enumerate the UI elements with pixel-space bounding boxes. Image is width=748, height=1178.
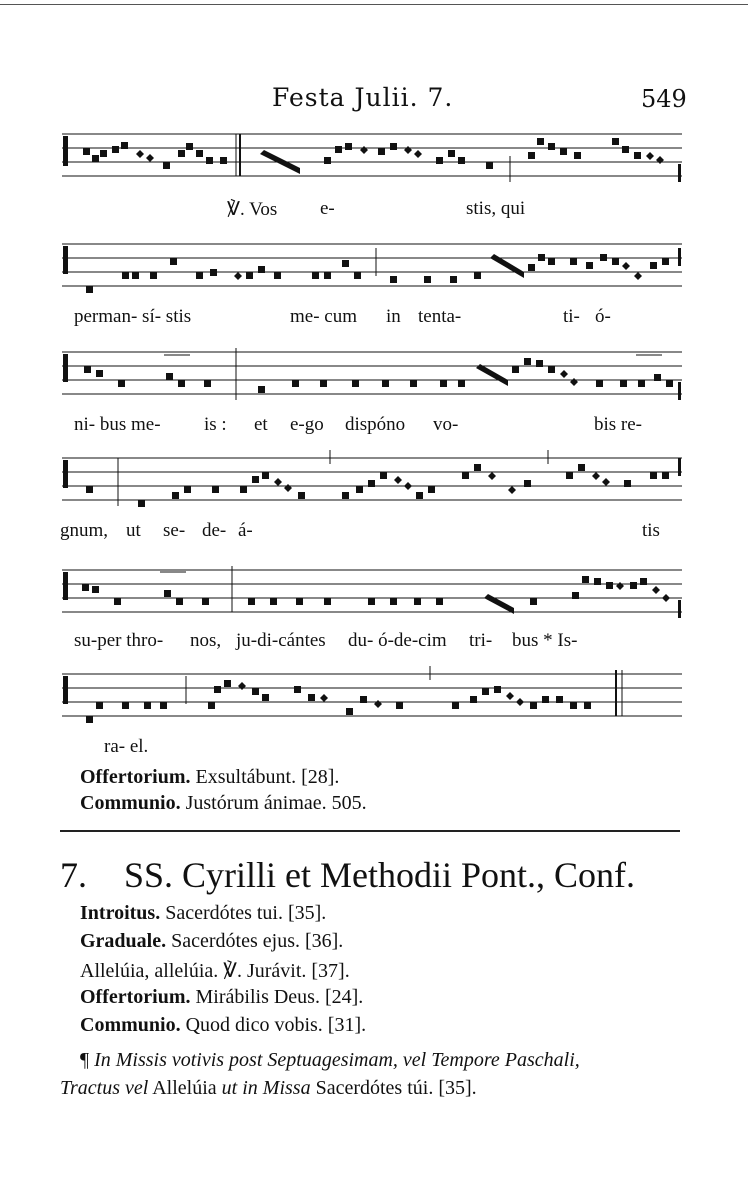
ref-label: Graduale. bbox=[80, 930, 167, 952]
lyrics-line-4 bbox=[0, 520, 748, 548]
ref-text: Allelúia, allelúia. ℣. Jurávit. [37]. bbox=[80, 960, 350, 982]
lyric-syllable: ℣. Vos bbox=[227, 199, 278, 220]
pilcrow-icon: ¶ bbox=[80, 1049, 90, 1071]
lyric-syllable: gnum, bbox=[60, 520, 109, 541]
lyric-syllable: ti- bbox=[563, 306, 580, 327]
lyric-syllable: nos, bbox=[190, 630, 222, 651]
communio-line-2 bbox=[80, 1014, 366, 1037]
ref-text: Mirábilis Deus. [24]. bbox=[190, 986, 364, 1008]
staff-svg-6 bbox=[0, 666, 748, 732]
introitus-line bbox=[80, 902, 326, 925]
lyric-syllable: tenta- bbox=[418, 306, 462, 327]
staff-svg-5 bbox=[0, 562, 748, 628]
lyric-syllable: bis re- bbox=[594, 414, 643, 435]
ref-text: Justórum ánimae. 505. bbox=[180, 792, 367, 814]
ref-label: Communio. bbox=[80, 792, 181, 814]
ref-text: Sacerdótes ejus. [36]. bbox=[166, 930, 344, 952]
lyric-syllable: á- bbox=[238, 520, 253, 541]
lyric-syllable: et bbox=[254, 414, 268, 435]
lyric-syllable: de- bbox=[202, 520, 227, 541]
lyrics-line-2 bbox=[0, 306, 748, 334]
lyric-syllable: ju-di-cántes bbox=[236, 630, 326, 651]
rubric-text: Sacerdótes túi. [35]. bbox=[310, 1077, 477, 1099]
lyrics-line-6 bbox=[0, 736, 748, 764]
lyric-syllable: ra- el. bbox=[104, 736, 149, 757]
chant-staff-2 bbox=[0, 236, 748, 302]
staff-svg-3 bbox=[0, 344, 748, 410]
page-number: 549 bbox=[641, 85, 687, 113]
lyric-syllable: ut bbox=[126, 520, 141, 541]
lyric-syllable: tis bbox=[642, 520, 660, 541]
chant-staff-4 bbox=[0, 450, 748, 516]
lyric-syllable: stis, qui bbox=[466, 198, 526, 219]
lyric-syllable: e-go bbox=[290, 414, 324, 435]
ref-text: Quod dico vobis. [31]. bbox=[180, 1014, 367, 1036]
section-divider bbox=[60, 830, 680, 832]
alleluia-line bbox=[80, 958, 350, 983]
lyric-syllable: se- bbox=[163, 520, 186, 541]
lyric-syllable: bus * Is- bbox=[512, 630, 578, 651]
lyric-syllable: su-per thro- bbox=[74, 630, 164, 651]
ref-label: Communio. bbox=[80, 1014, 181, 1036]
lyric-syllable: tri- bbox=[469, 630, 493, 651]
ref-text: Sacerdótes tui. [35]. bbox=[160, 902, 327, 924]
ref-label: Introitus. bbox=[80, 902, 161, 924]
running-title: Festa Julii. 7. bbox=[272, 83, 454, 112]
offertorium-line-2 bbox=[80, 986, 363, 1009]
lyric-syllable: in bbox=[386, 306, 401, 327]
top-rule bbox=[0, 4, 748, 5]
lyrics-line-1 bbox=[0, 198, 748, 226]
lyric-syllable: dispóno bbox=[345, 414, 406, 435]
lyrics-line-3 bbox=[0, 414, 748, 442]
staff-svg-4 bbox=[0, 450, 748, 516]
staff-svg-1 bbox=[0, 126, 748, 192]
rubric-text: Tractus vel bbox=[60, 1077, 149, 1099]
rubric-text: ut in Missa bbox=[221, 1077, 311, 1099]
rubric-text: In Missis votivis post Septuagesimam, vel Tempore Paschali, bbox=[89, 1049, 580, 1071]
chant-staff-1 bbox=[0, 126, 748, 192]
chant-staff-6 bbox=[0, 666, 748, 732]
feast-number: 7. bbox=[60, 855, 87, 895]
rubric-text: Allelúia bbox=[148, 1077, 222, 1099]
page-header bbox=[0, 78, 748, 118]
communio-line bbox=[80, 792, 367, 815]
lyric-syllable: me- cum bbox=[290, 306, 358, 327]
feast-title: SS. Cyrilli et Methodii Pont., Conf. bbox=[124, 855, 636, 895]
chant-staff-3 bbox=[0, 344, 748, 410]
lyric-syllable: e- bbox=[320, 198, 335, 219]
lyric-syllable: perman- sí- stis bbox=[74, 306, 192, 327]
lyric-syllable: ni- bus me- bbox=[74, 414, 161, 435]
lyric-syllable: du- ó-de-cim bbox=[348, 630, 447, 651]
ref-label: Offertorium. bbox=[80, 986, 191, 1008]
chant-staff-5 bbox=[0, 562, 748, 628]
lyrics-line-5 bbox=[0, 630, 748, 658]
lyric-syllable: ó- bbox=[595, 306, 611, 327]
offertorium-line bbox=[80, 766, 339, 789]
ref-label: Offertorium. bbox=[80, 766, 191, 788]
rubric-note bbox=[60, 1046, 680, 1102]
lyric-syllable: is : bbox=[204, 414, 227, 435]
graduale-line bbox=[80, 930, 343, 953]
ref-text: Exsultábunt. [28]. bbox=[190, 766, 340, 788]
lyric-syllable: vo- bbox=[433, 414, 459, 435]
staff-svg-2 bbox=[0, 236, 748, 302]
